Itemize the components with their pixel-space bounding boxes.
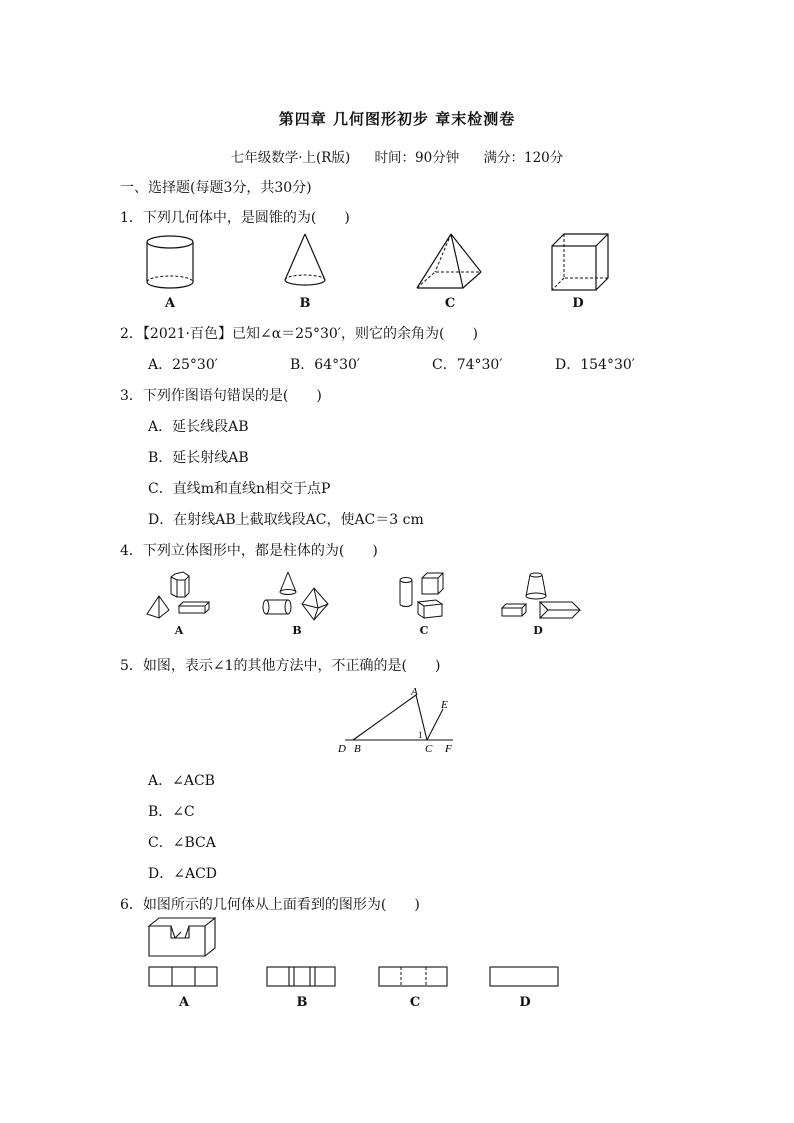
q5-point-b: B — [354, 743, 361, 755]
q5-option-b: B．∠C — [148, 804, 195, 820]
q5-option-d: D．∠ACD — [148, 866, 218, 882]
q5-option-a: A．∠ACB — [148, 773, 215, 789]
q5-point-c: C — [425, 743, 433, 755]
q1-cone-figure — [280, 232, 340, 294]
grade-label: 七年级数学·上(R版) — [230, 150, 351, 166]
q3-stem: 3．下列作图语句错误的是( ) — [120, 388, 322, 404]
q2-option-c: C．74°30′ — [432, 357, 503, 373]
q2-option-b: B．64°30′ — [290, 357, 361, 373]
q6-label-a: A — [178, 995, 190, 1010]
q1-label-a: A — [164, 296, 176, 311]
q5-point-d: D — [338, 743, 346, 755]
q1-label-c: C — [444, 296, 456, 311]
section-heading: 一、选择题(每题3分，共30分) — [120, 180, 312, 196]
q4-solids-d-figure — [500, 570, 590, 625]
q3-option-c: C．直线m和直线n相交于点P — [148, 481, 331, 497]
q1-pyramid-figure — [415, 232, 485, 294]
score-label: 满分：120分 — [483, 150, 564, 166]
q6-label-d: D — [519, 995, 531, 1010]
q2-stem: 2．【2021·百色】已知∠α＝25°30′，则它的余角为( ) — [120, 326, 478, 342]
q4-label-d: D — [533, 624, 543, 637]
q6-label-b: B — [296, 995, 308, 1010]
page-title: 第四章 几何图形初步 章末检测卷 — [278, 110, 516, 128]
q1-label-d: D — [572, 296, 584, 311]
q3-option-d: D．在射线AB上截取线段AC，使AC＝3 cm — [148, 512, 424, 528]
q4-stem: 4．下列立体图形中，都是柱体的为( ) — [120, 543, 378, 559]
q1-stem: 1．下列几何体中，是圆锥的为( ) — [120, 210, 350, 226]
exam-info — [0, 146, 794, 166]
q5-angle-label: 1 — [418, 730, 423, 740]
q2-option-a: A．25°30′ — [148, 357, 218, 373]
q5-point-a: A — [411, 686, 418, 698]
q2-option-d: D．154°30′ — [555, 357, 635, 373]
q6-option-d-figure — [489, 966, 561, 988]
q4-solids-a-figure — [145, 570, 215, 625]
q6-option-b-figure — [266, 966, 338, 988]
q4-label-a: A — [174, 624, 184, 637]
q5-angle-diagram — [335, 685, 465, 757]
q6-option-a-figure — [148, 966, 220, 988]
q5-option-c: C．∠BCA — [148, 835, 216, 851]
q4-solids-c-figure — [394, 570, 454, 625]
q1-label-b: B — [299, 296, 311, 311]
q6-label-c: C — [409, 995, 421, 1010]
q4-label-b: B — [292, 624, 302, 637]
q5-point-e: E — [441, 699, 448, 711]
q1-cube-figure — [550, 232, 620, 294]
q3-option-a: A．延长线段AB — [148, 419, 249, 435]
time-label: 时间：90分钟 — [374, 150, 460, 166]
q5-stem: 5．如图，表示∠1的其他方法中，不正确的是( ) — [120, 658, 441, 674]
q6-solid-figure — [145, 916, 220, 960]
q6-option-c-figure — [378, 966, 450, 988]
q4-label-c: C — [419, 624, 429, 637]
q4-solids-b-figure — [258, 570, 338, 625]
q5-point-f: F — [445, 743, 452, 755]
q6-stem: 6．如图所示的几何体从上面看到的图形为( ) — [120, 897, 420, 913]
q1-cylinder-figure — [140, 232, 210, 294]
q3-option-b: B．延长射线AB — [148, 450, 249, 466]
